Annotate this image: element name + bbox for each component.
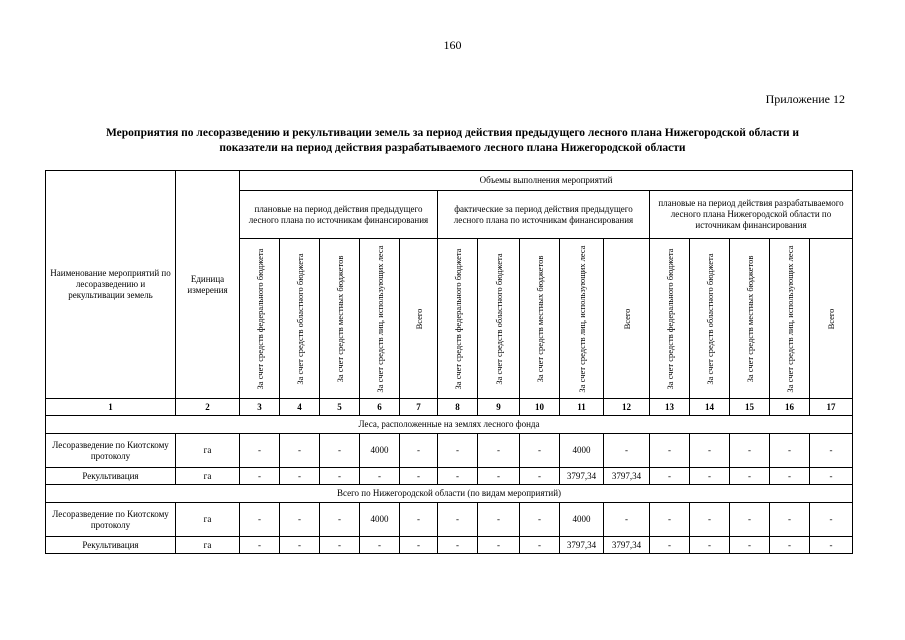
table-cell: - xyxy=(810,434,853,468)
table-cell: - xyxy=(650,434,690,468)
table-row xyxy=(46,434,853,468)
subheader-cell xyxy=(810,239,853,399)
subheader-label: Всего xyxy=(826,308,837,329)
table-cell: - xyxy=(730,468,770,485)
header-unit: Единица измерения xyxy=(176,171,240,399)
subheader-cell xyxy=(730,239,770,399)
header-group-planned-prev: плановые на период действия предыдущего лесного плана по источникам финансирования xyxy=(240,191,438,239)
table-cell: - xyxy=(360,468,400,485)
table-cell: - xyxy=(400,468,438,485)
table-cell: - xyxy=(400,434,438,468)
subheader-label: За счет средств федерального бюджета xyxy=(452,248,463,389)
subheader-label: Всего xyxy=(413,308,424,329)
table-cell: - xyxy=(240,434,280,468)
subheader-cell xyxy=(690,239,730,399)
table-cell: 3797,34 xyxy=(604,468,650,485)
column-number: 8 xyxy=(438,399,478,416)
table-cell: - xyxy=(320,503,360,537)
table-cell: - xyxy=(690,434,730,468)
table-cell: - xyxy=(240,537,280,554)
table-cell: - xyxy=(438,537,478,554)
table-row xyxy=(46,468,853,485)
row-unit: га xyxy=(176,434,240,468)
table-cell: - xyxy=(690,468,730,485)
table-row xyxy=(46,537,853,554)
subheader-cell xyxy=(770,239,810,399)
page-number: 160 xyxy=(443,38,462,52)
table-cell: - xyxy=(478,434,520,468)
subheader-label: За счет средств областного бюджета xyxy=(493,252,504,385)
subheader-cell xyxy=(280,239,320,399)
table-cell: 4000 xyxy=(360,434,400,468)
column-number: 17 xyxy=(810,399,853,416)
subheader-label: За счет средств лиц, использующих леса xyxy=(576,244,587,393)
table-cell: - xyxy=(320,537,360,554)
table-cell: - xyxy=(604,434,650,468)
table-cell: - xyxy=(730,503,770,537)
table-cell: 4000 xyxy=(360,503,400,537)
table-cell: - xyxy=(604,503,650,537)
table-cell: - xyxy=(360,537,400,554)
subheader-cell xyxy=(478,239,520,399)
subheader-cell xyxy=(650,239,690,399)
table-cell: 4000 xyxy=(560,434,604,468)
table-cell: - xyxy=(520,468,560,485)
subheader-label: За счет средств федерального бюджета xyxy=(664,248,675,389)
table-cell: - xyxy=(730,434,770,468)
table-cell: - xyxy=(240,468,280,485)
subheader-label: Всего xyxy=(621,308,632,329)
table-cell: 3797,34 xyxy=(604,537,650,554)
column-number: 4 xyxy=(280,399,320,416)
subheader-label: За счет средств лиц, использующих леса xyxy=(374,244,385,393)
table-cell: - xyxy=(810,503,853,537)
column-number: 9 xyxy=(478,399,520,416)
column-number: 3 xyxy=(240,399,280,416)
row-unit: га xyxy=(176,537,240,554)
table-cell: - xyxy=(520,434,560,468)
column-number: 14 xyxy=(690,399,730,416)
subheader-cell xyxy=(360,239,400,399)
table-cell: - xyxy=(650,537,690,554)
subheader-cell xyxy=(240,239,280,399)
table-cell: - xyxy=(280,503,320,537)
section-title: Всего по Нижегородской области (по видам мероприятий) xyxy=(46,485,853,503)
table-cell: - xyxy=(478,537,520,554)
subheader-cell xyxy=(520,239,560,399)
subheader-label: За счет средств местных бюджетов xyxy=(334,255,345,382)
header-group-planned-new: плановые на период действия разрабатываемого лесного плана Нижегородской области по источникам финансирования xyxy=(650,191,853,239)
column-number: 10 xyxy=(520,399,560,416)
row-unit: га xyxy=(176,503,240,537)
table-cell: - xyxy=(320,434,360,468)
subheader-label: За счет средств областного бюджета xyxy=(294,252,305,385)
column-number: 15 xyxy=(730,399,770,416)
table-cell: - xyxy=(478,468,520,485)
table-cell: - xyxy=(240,503,280,537)
column-number: 6 xyxy=(360,399,400,416)
row-name: Рекультивация xyxy=(46,468,176,485)
subheader-label: За счет средств местных бюджетов xyxy=(744,255,755,382)
table-cell: - xyxy=(438,434,478,468)
table-cell: - xyxy=(280,468,320,485)
table-cell: - xyxy=(810,468,853,485)
column-number: 2 xyxy=(176,399,240,416)
table-cell: - xyxy=(650,468,690,485)
table-cell: - xyxy=(690,503,730,537)
table-cell: 3797,34 xyxy=(560,468,604,485)
table-cell: - xyxy=(770,468,810,485)
column-number: 7 xyxy=(400,399,438,416)
subheader-cell xyxy=(400,239,438,399)
title-line-2: показатели на период действия разрабатываемого лесного плана Нижегородской области xyxy=(219,142,686,154)
table-cell: - xyxy=(730,537,770,554)
table-cell: - xyxy=(650,503,690,537)
column-number: 13 xyxy=(650,399,690,416)
page-title xyxy=(45,126,860,156)
header-name: Наименование мероприятий по лесоразведению и рекультивации земель xyxy=(46,171,176,399)
subheader-cell xyxy=(604,239,650,399)
row-unit: га xyxy=(176,468,240,485)
table-cell: - xyxy=(280,434,320,468)
table-cell: 4000 xyxy=(560,503,604,537)
table-cell: - xyxy=(438,468,478,485)
header-group-actual-prev: фактические за период действия предыдущего лесного плана по источникам финансирования xyxy=(438,191,650,239)
table-cell: - xyxy=(320,468,360,485)
row-name: Рекультивация xyxy=(46,537,176,554)
table-cell: - xyxy=(770,434,810,468)
subheader-cell xyxy=(560,239,604,399)
table-cell: - xyxy=(770,503,810,537)
subheader-cell xyxy=(320,239,360,399)
header-volumes: Объемы выполнения мероприятий xyxy=(240,171,853,191)
section-title: Леса, расположенные на землях лесного фонда xyxy=(46,416,853,434)
column-number: 16 xyxy=(770,399,810,416)
table-cell: - xyxy=(400,503,438,537)
table-cell: - xyxy=(520,537,560,554)
measures-table xyxy=(45,170,853,554)
row-name: Лесоразведение по Киотскому протоколу xyxy=(46,503,176,537)
subheader-label: За счет средств лиц, использующих леса xyxy=(784,244,795,393)
table-cell: - xyxy=(690,537,730,554)
column-number: 11 xyxy=(560,399,604,416)
table-cell: 3797,34 xyxy=(560,537,604,554)
subheader-label: За счет средств местных бюджетов xyxy=(534,255,545,382)
table-cell: - xyxy=(478,503,520,537)
table-cell: - xyxy=(280,537,320,554)
table-cell: - xyxy=(520,503,560,537)
subheader-label: За счет средств областного бюджета xyxy=(704,252,715,385)
table-cell: - xyxy=(810,537,853,554)
appendix-label: Приложение 12 xyxy=(765,92,845,106)
table-cell: - xyxy=(438,503,478,537)
table-cell: - xyxy=(400,537,438,554)
column-number: 12 xyxy=(604,399,650,416)
subheader-cell xyxy=(438,239,478,399)
column-number: 5 xyxy=(320,399,360,416)
column-number: 1 xyxy=(46,399,176,416)
table-cell: - xyxy=(770,537,810,554)
subheader-label: За счет средств федерального бюджета xyxy=(254,248,265,389)
title-line-1: Мероприятия по лесоразведению и рекультивации земель за период действия предыдущего лесного плана Нижегородской области и xyxy=(105,127,800,139)
row-name: Лесоразведение по Киотскому протоколу xyxy=(46,434,176,468)
table-row xyxy=(46,503,853,537)
